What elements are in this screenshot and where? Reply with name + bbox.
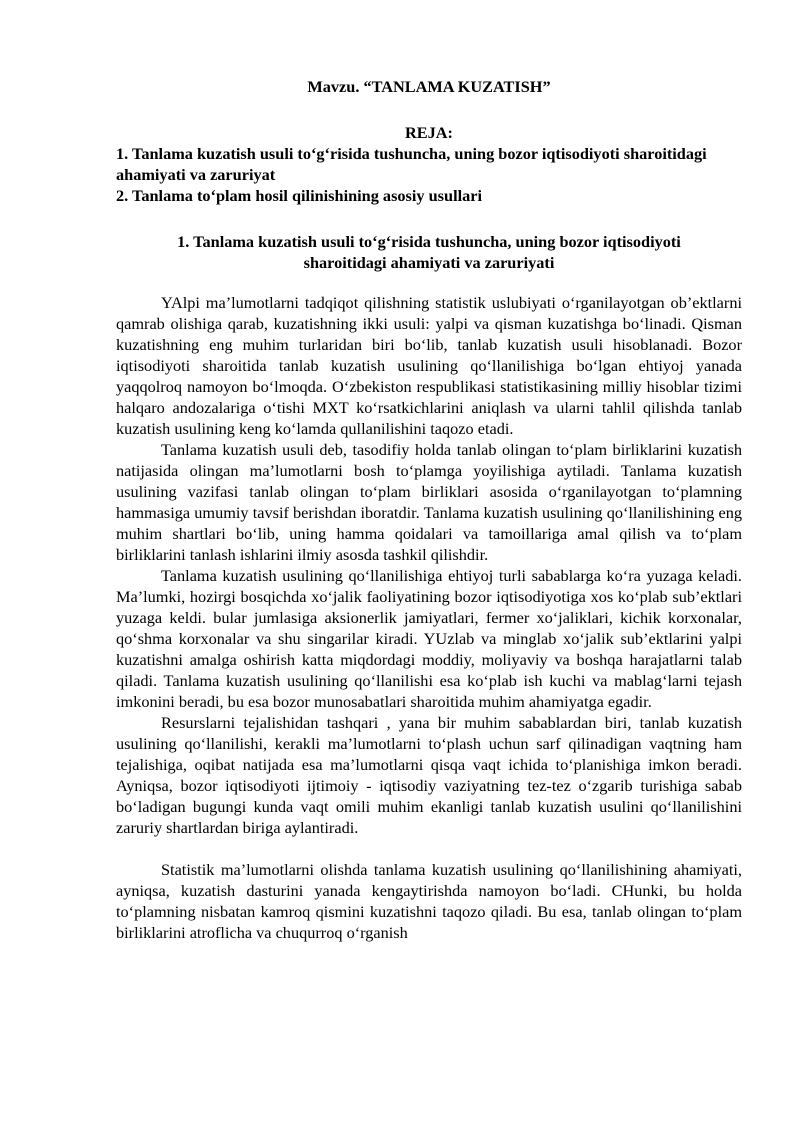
document-title: Mavzu. “TANLAMA KUZATISH”	[307, 77, 551, 96]
paragraph: Resurslarni tejalishidan tashqari , yana bir muhim sabablardan biri, tanlab kuzatish usulining qo‘llanilishi, kerakli ma’lumotlarni to‘plash uchun sarf qilinadigan vaqtning ham tejalishiga, oqibat natijada esa ma’lumotlarni qisqa vaqt ichida to‘planishiga imkon beradi. Ayniqsa, bozor iqtisodiyoti ijtimoiy - iqtisodiy vaziyatning tez-tez o‘zgarib turishiga sabab bo‘ladigan bugungi kunda vaqt omili muhim ekanligi tanlab kuzatish usulini qo‘llanilishini zaruriy shartlardan biriga aylantiradi.	[116, 713, 742, 837]
plan-item: 1. Tanlama kuzatish usuli to‘g‘risida tushuncha, uning bozor iqtisodiyoti sharoitidagi ahamiyati va zaruriyat	[116, 144, 707, 184]
section-heading-line: sharoitidagi ahamiyati va zaruriyati	[303, 253, 555, 272]
section-heading-line: 1. Tanlama kuzatish usuli to‘g‘risida tushuncha, uning bozor iqtisodiyoti	[177, 232, 681, 251]
plan-heading: REJA:	[405, 123, 453, 142]
section-body	[116, 292, 742, 943]
plan-item: 2. Tanlama to‘plam hosil qilinishining asosiy usullari	[116, 186, 483, 205]
plan-list	[116, 143, 742, 206]
paragraph: Tanlama kuzatish usuli deb, tasodifiy holda tanlab olingan to‘plam birliklarini kuzatish natijasida olingan ma’lumotlarni bosh to‘plamga yoyilishiga aytiladi. Tanlama kuzatish usulining vazifasi tanlab olingan to‘plam birliklari asosida o‘rganilayotgan to‘plamning hammasiga umumiy tavsif berishdan iboratdir. Tanlama kuzatish usulining qo‘llanilishining eng muhim shartlari bo‘lib, uning hamma qoidalari va tamoillariga amal qilish va to‘plam birliklarini tanlash ishlarini ilmiy asosda tashkil qilishdir.	[116, 440, 742, 564]
paragraph: Tanlama kuzatish usulining qo‘llanilishiga ehtiyoj turli sabablarga ko‘ra yuzaga keladi. Ma’lumki, hozirgi bosqichda xo‘jalik faoliyatining bozor iqtisodiyotiga xos ko‘plab sub’ektlari yuzaga keldi. bular jumlasiga aksionerlik jamiyatlari, fermer xo‘jaliklari, kichik korxonalar, qo‘shma korxonalar va shu singarilar kiradi. YUzlab va minglab xo‘jalik sub’ektlarini yalpi kuzatishni amalga oshirish katta miqdordagi moddiy, moliyaviy va boshqa harajatlarni talab qiladi. Tanlama kuzatish usulining qo‘llanilishi esa ko‘plab ish kuchi va mablag‘larni tejash imkonini beradi, bu esa bozor munosabatlari sharoitida muhim ahamiyatga egadir.	[116, 566, 742, 711]
section-heading	[116, 231, 742, 273]
paragraph: Statistik ma’lumotlarni olishda tanlama kuzatish usulining qo‘llanilishining ahamiyati, ayniqsa, kuzatish dasturini yanada kengaytirishda namoyon bo‘ladi. CHunki, bu holda to‘plamning nisbatan kamroq qismini kuzatishni taqozo qiladi. Bu esa, tanlab olingan to‘plam birliklarini atroflicha va chuqurroq o‘rganish	[116, 860, 742, 942]
paragraph: YAlpi ma’lumotlarni tadqiqot qilishning statistik uslubiyati o‘rganilayotgan ob’ektlarni qamrab olishiga qarab, kuzatishning ikki usuli: yalpi va qisman kuzatishga bo‘linadi. Qisman kuzatishning eng muhim turlaridan biri bo‘lib, tanlab kuzatish usuli hisoblanadi. Bozor iqtisodiyoti sharoitida tanlab kuzatish usulining qo‘llanilishiga bo‘lgan ehtiyoj yanada yaqqolroq namoyon bo‘lmoqda. O‘zbekiston respublikasi statistikasining milliy hisoblar tizimi halqaro andozalariga o‘tishi MXT ko‘rsatkichlarini aniqlash va ularni tahlil qilishda tanlab kuzatish usulining keng ko‘lamda qullanilishini taqozo etadi.	[116, 293, 742, 438]
